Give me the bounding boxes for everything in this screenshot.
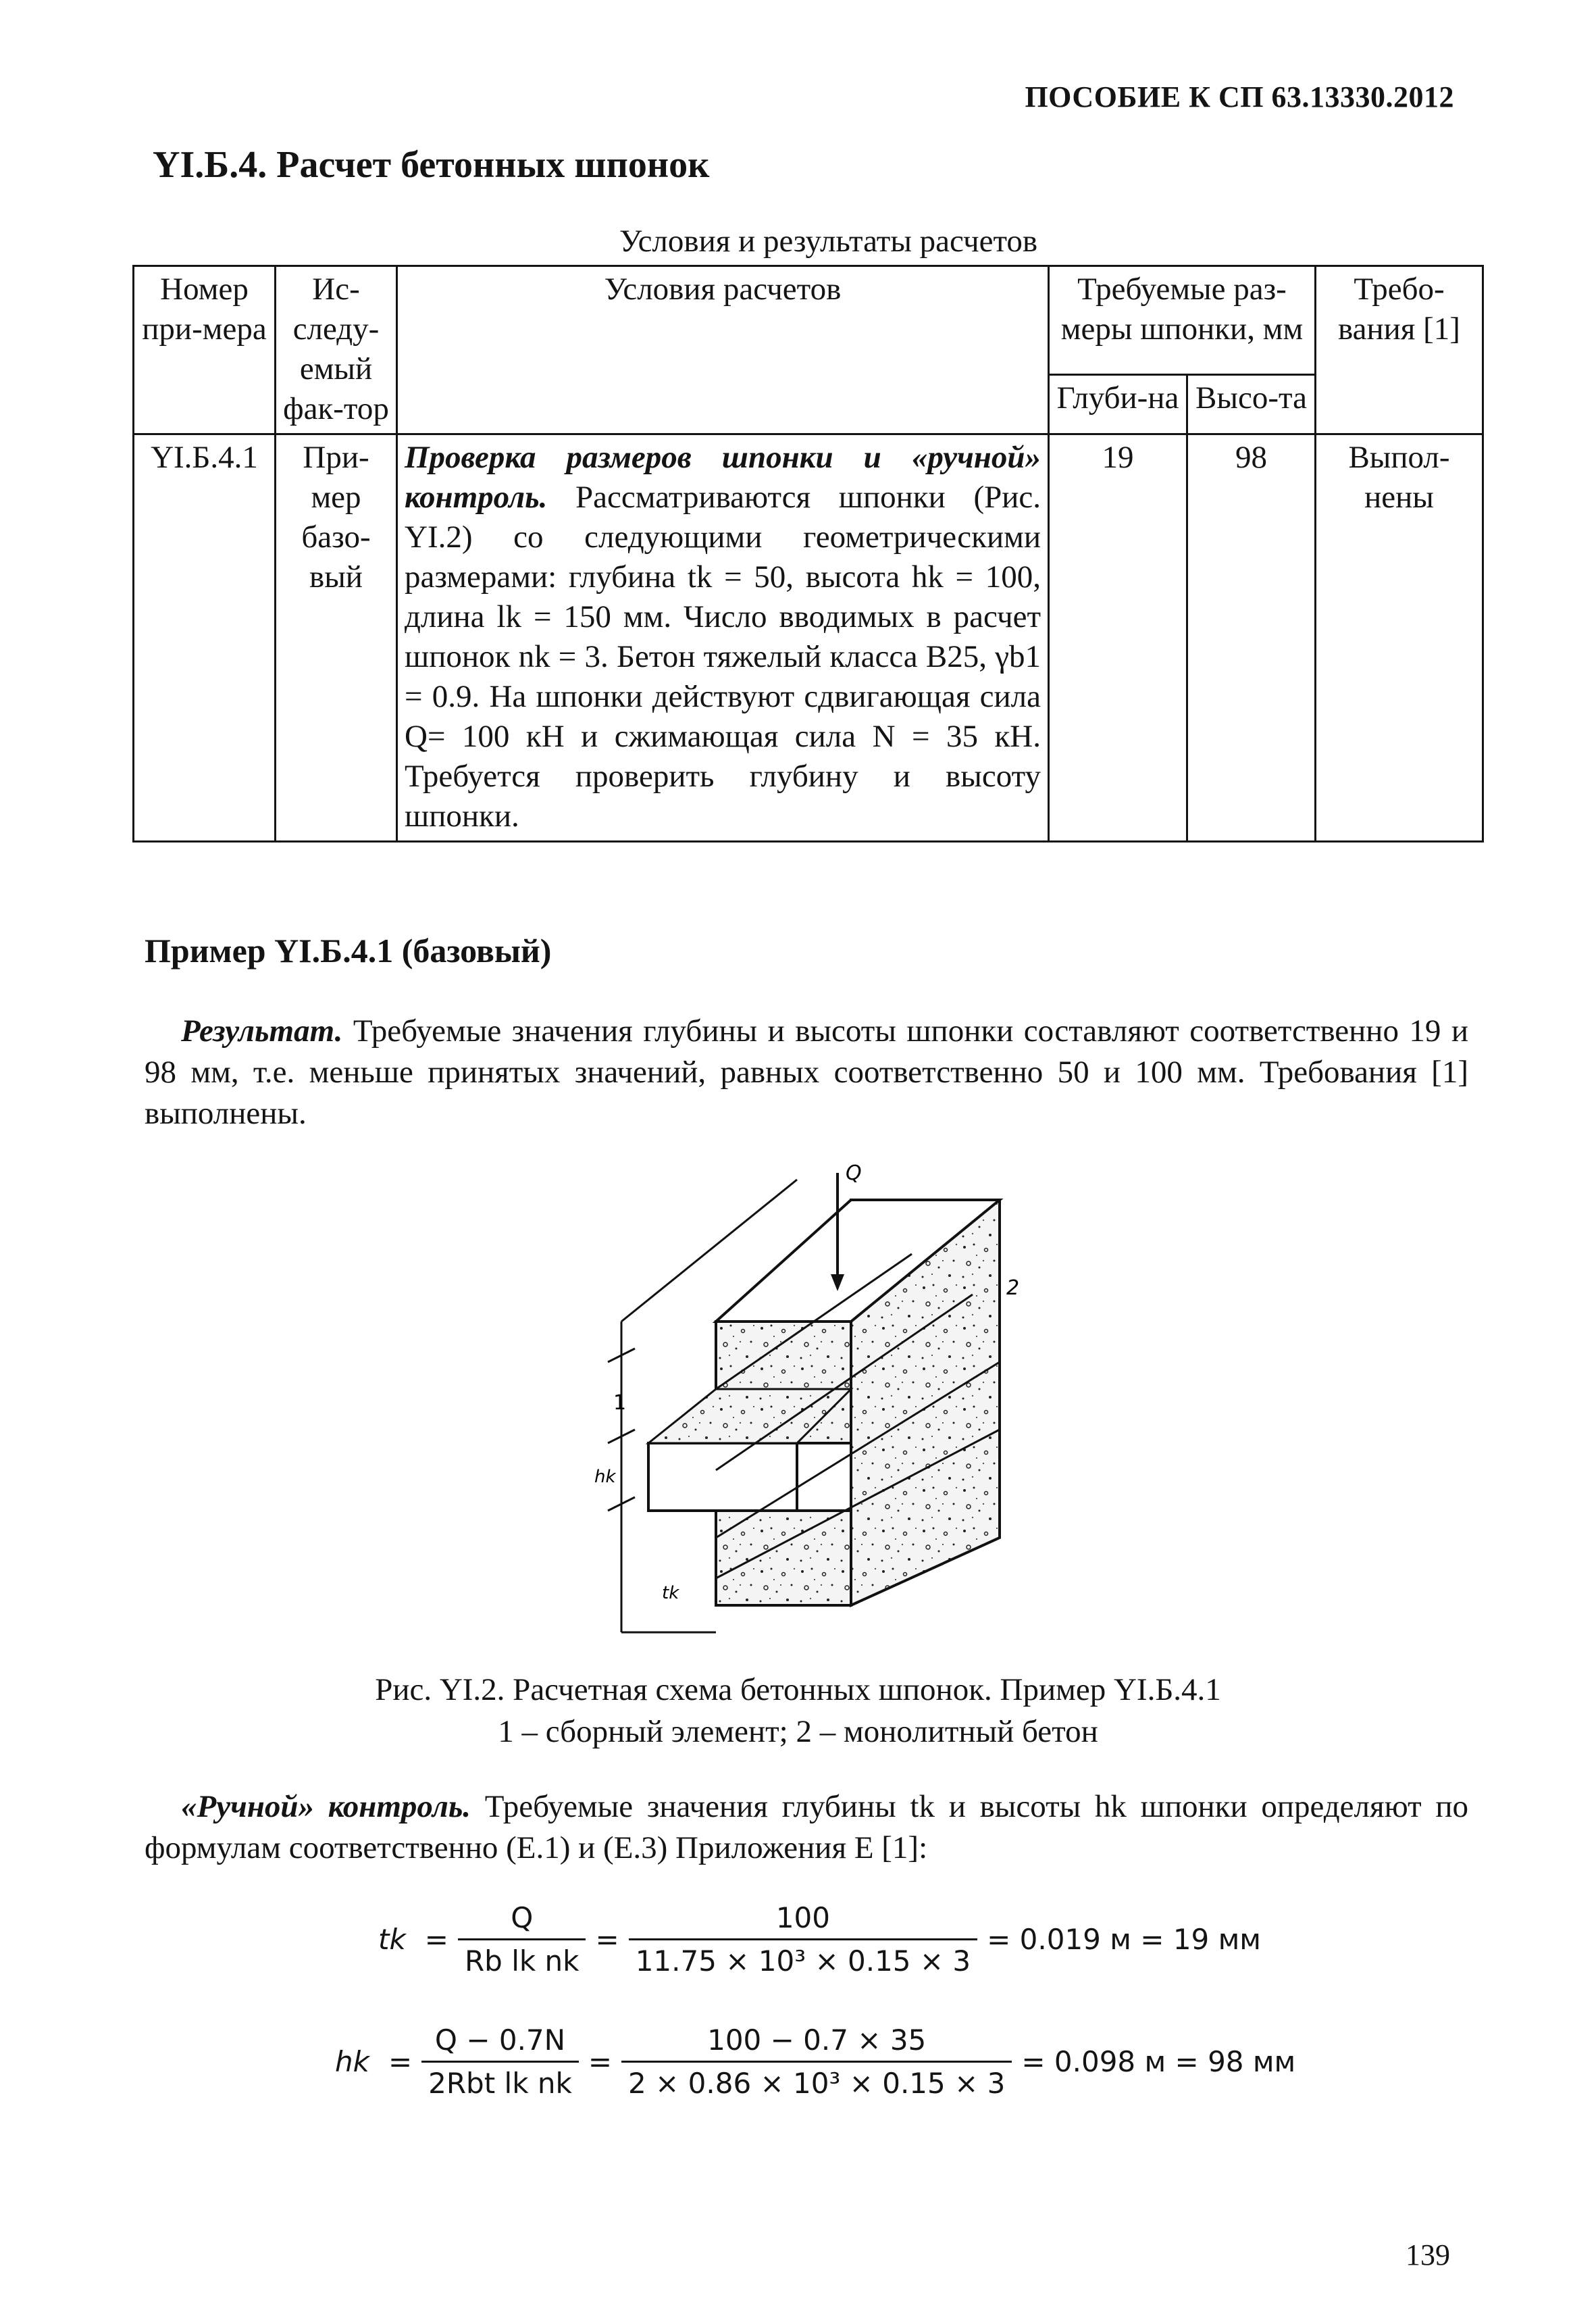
- conditions-text: Рассматриваются шпонки (Рис. YI.2) со следующими геометрическими размерами: глубина tk = 50, высота hk = 100, длина lk = 150 мм. Число вводимых в расчет шпонок nk = 3. Бетон тяжелый класса В25, γb1 = 0.9. На шпонки действуют сдвигающая сила Q= 100 кН и сжимающая сила N = 35 кН. Требуется проверить глубину и высоту шпонки.: [405, 480, 1041, 834]
- formula-tk-den-values: 11.75 × 10³ × 0.15 × 3: [635, 1944, 971, 1978]
- formula-hk-den-values: 2 × 0.86 × 10³ × 0.15 × 3: [628, 2067, 1006, 2100]
- formula-tk-symbolic-fraction: [458, 1901, 586, 1978]
- key-diagram-figure: [594, 1159, 1027, 1649]
- header-height: Высо-та: [1187, 374, 1316, 434]
- formula-hk-symbolic-fraction: [421, 2023, 579, 2100]
- running-header: ПОСОБИЕ К СП 63.13330.2012: [1025, 80, 1454, 114]
- header-depth: Глуби-на: [1049, 374, 1187, 434]
- q-label: Q: [846, 1161, 862, 1185]
- formula-hk-symbol: hk: [335, 2045, 369, 2078]
- manual-text: Требуемые значения глубины tk и высоты hk шпонки определяют по формулам соответственно (Е.1) и (Е.3) Приложения Е [1]:: [145, 1789, 1468, 1865]
- result-lead: Результат.: [181, 1013, 343, 1049]
- formula-tk-den: Rb lk nk: [465, 1944, 580, 1978]
- section-title: YI.Б.4. Расчет бетонных шпонок: [153, 144, 710, 186]
- formula-tk-symbol: tk: [378, 1923, 406, 1956]
- manual-control-paragraph: [145, 1786, 1468, 1869]
- formula-hk-den: 2Rbt lk nk: [428, 2067, 572, 2100]
- formula-tk-num-values: 100: [629, 1901, 977, 1940]
- formula-hk-result: = 0.098 м = 98 мм: [1021, 2045, 1296, 2078]
- result-paragraph: [145, 1011, 1468, 1134]
- key-diagram-svg: [594, 1159, 1027, 1646]
- figure-caption: [0, 1669, 1596, 1753]
- cell-conditions: [397, 434, 1049, 842]
- header-requirements: Требо-вания [1]: [1316, 266, 1483, 434]
- cell-number: YI.Б.4.1: [134, 434, 276, 842]
- cell-depth: 19: [1049, 434, 1187, 842]
- results-table: [132, 265, 1484, 842]
- hk-label: hk: [594, 1467, 616, 1487]
- label-one: 1: [613, 1391, 627, 1415]
- formula-tk-values-fraction: [629, 1901, 977, 1978]
- formula-hk: hk = $\frac{Q - 0.7N}{\text{2Rbt lk nk}}$ = $\frac{100 - 0.7 \times 35}{\text{2 × 0.86 × 10³ × 0.15 × 3}}$ = 0.098 м = 98 мм: [335, 2023, 1296, 2100]
- header-conditions: Условия расчетов: [397, 266, 1049, 434]
- formula-hk-values-fraction: [621, 2023, 1012, 2100]
- figure-caption-line1: Рис. YI.2. Расчетная схема бетонных шпонок. Пример YI.Б.4.1: [375, 1672, 1221, 1707]
- table-header-row: [134, 266, 1483, 375]
- formula-tk-num: Q: [458, 1901, 586, 1940]
- page-number: 139: [1406, 2238, 1450, 2271]
- figure-caption-line2: 1 – сборный элемент; 2 – монолитный бетон: [498, 1714, 1098, 1749]
- table-caption: Условия и результаты расчетов: [619, 224, 1038, 259]
- formula-tk-result: = 0.019 м = 19 мм: [987, 1923, 1261, 1956]
- manual-lead: «Ручной» контроль.: [181, 1789, 471, 1824]
- conditions-lead: Проверка размеров шпонки и «ручной» контроль.: [405, 440, 1041, 515]
- tk-label: tk: [662, 1583, 679, 1603]
- cell-factor: При-мер базо-вый: [276, 434, 397, 842]
- header-number: Номер при-мера: [134, 266, 276, 434]
- example-heading: Пример YI.Б.4.1 (базовый): [145, 932, 552, 970]
- result-text: Требуемые значения глубины и высоты шпонки составляют соответственно 19 и 98 мм, т.е. меньше принятых значений, равных соответственно 50 и 100 мм. Требования [1] выполнены.: [145, 1013, 1468, 1131]
- header-factor: Ис-следу-емый фак-тор: [276, 266, 397, 434]
- header-required-dims: Требуемые раз-меры шпонки, мм: [1049, 266, 1316, 375]
- formula-hk-num: Q − 0.7N: [421, 2023, 579, 2063]
- formula-tk: tk = $\frac{Q}{\text{Rb lk nk}}$ = $\frac{100}{\text{11.75 × 10³ × 0.15 × 3}}$ = 0.019 м = 19 мм: [378, 1901, 1261, 1978]
- table-row: [134, 434, 1483, 842]
- cell-requirements: Выпол-нены: [1316, 434, 1483, 842]
- label-two: 2: [1006, 1276, 1020, 1300]
- cell-height: 98: [1187, 434, 1316, 842]
- formula-hk-num-values: 100 − 0.7 × 35: [621, 2023, 1012, 2063]
